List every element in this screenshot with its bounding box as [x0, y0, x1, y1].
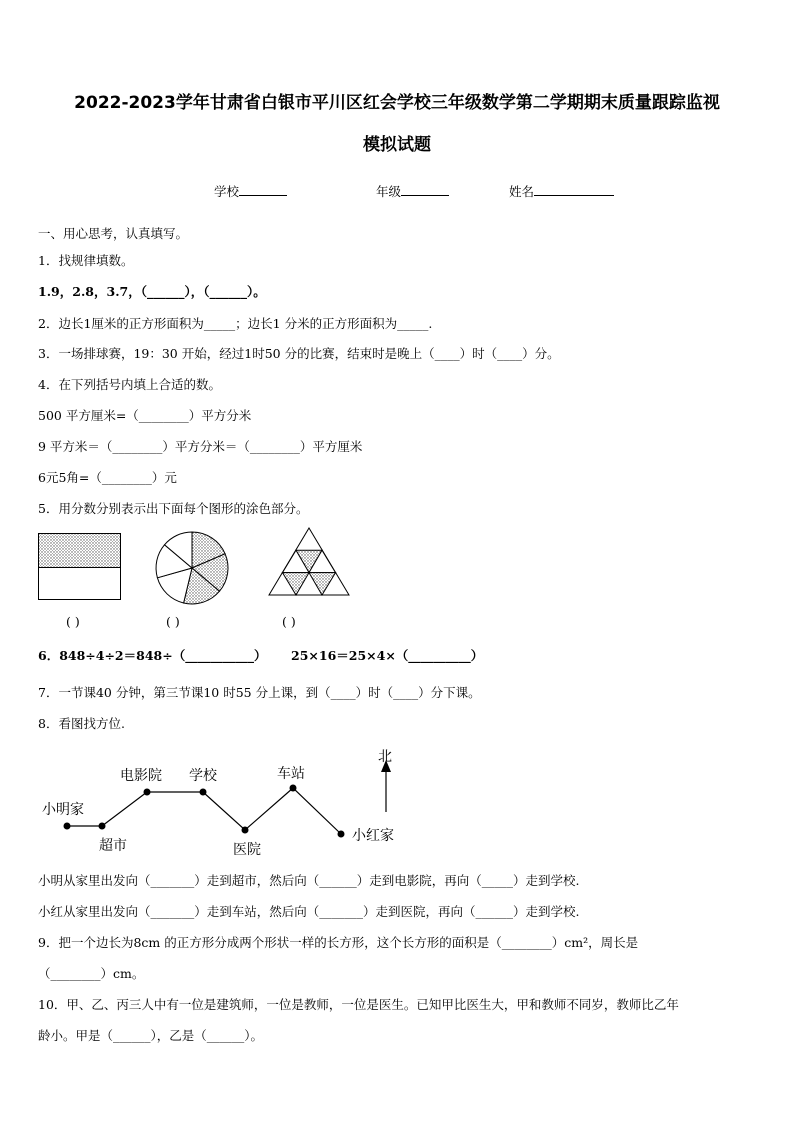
question-8-stem: 8．看图找方位.	[38, 716, 125, 731]
answer-blank-2[interactable]: ( )	[166, 614, 180, 629]
question-5-stem: 5．用分数分别表示出下面每个图形的涂色部分。	[38, 501, 309, 516]
question-3: 3．一场排球赛，19：30 开始，经过1时50 分的比赛，结束时是晚上（____）时（____）分。	[38, 346, 560, 361]
label-north: 北	[378, 749, 392, 765]
label-yiyuan: 医院	[233, 842, 261, 858]
question-6-b: 25×16＝25×4×（__________）	[291, 648, 484, 663]
question-4-b: 9 平方米＝（________）平方分米＝（________）平方厘米	[38, 439, 363, 454]
figure-circle	[154, 530, 230, 606]
question-9-a: 9．把一个边长为8cm 的正方形分成两个形状一样的长方形，这个长方形的面积是（________）cm²，周长是	[38, 935, 639, 950]
name-field[interactable]: 姓名	[509, 182, 614, 200]
answer-blank-3[interactable]: ( )	[282, 614, 296, 629]
map-point-xuexiao	[200, 789, 207, 796]
answer-blank-1[interactable]: ( )	[66, 614, 80, 629]
map-point-xiaoming	[64, 823, 71, 830]
question-4-stem: 4．在下列括号内填上合适的数。	[38, 377, 221, 392]
question-2: 2．边长1厘米的正方形面积为_____；边长1 分米的正方形面积为_____.	[38, 316, 433, 331]
direction-map	[0, 740, 794, 860]
section-heading: 一、用心思考，认真填写。	[38, 226, 189, 241]
label-xiaohong: 小红家	[352, 828, 394, 844]
grade-field[interactable]: 年级	[376, 182, 449, 200]
question-4-a: 500 平方厘米=（________）平方分米	[38, 408, 252, 423]
map-point-dianying	[144, 789, 151, 796]
label-chaoshi: 超市	[99, 838, 127, 854]
label-xuexiao: 学校	[189, 768, 217, 784]
map-point-xiaohong	[338, 831, 345, 838]
map-point-yiyuan	[242, 827, 249, 834]
page-title: 2022-2023学年甘肃省白银市平川区红会学校三年级数学第二学期期末质量跟踪监视	[74, 93, 720, 113]
figure-triangle	[268, 527, 350, 597]
map-point-chezhan	[290, 785, 297, 792]
question-8-a: 小明从家里出发向（_______）走到超市，然后向（______）走到电影院，再向（_____）走到学校.	[38, 873, 580, 888]
label-xiaoming: 小明家	[42, 802, 84, 818]
question-9-b: （________）cm。	[38, 966, 145, 981]
question-1-body: 1.9，2.8，3.7，（______），（______）。	[38, 284, 266, 299]
question-8-b: 小红从家里出发向（_______）走到车站，然后向（_______）走到医院，再向（______）走到学校.	[38, 904, 580, 919]
question-7: 7．一节课40 分钟，第三节课10 时55 分上课，到（____）时（____）分下课。	[38, 685, 481, 700]
question-6-a: 6．848÷4÷2＝848÷（___________）	[38, 648, 267, 663]
question-10-b: 龄小。甲是（______），乙是（______）。	[38, 1028, 264, 1043]
question-1-stem: 1．找规律填数。	[38, 253, 134, 268]
school-field[interactable]: 学校	[214, 182, 287, 200]
map-point-chaoshi	[99, 823, 106, 830]
question-4-c: 6元5角=（________）元	[38, 470, 177, 485]
label-chezhan: 车站	[277, 766, 305, 782]
label-dianying: 电影院	[120, 768, 162, 784]
page-title-line2: 模拟试题	[363, 135, 431, 155]
question-10-a: 10．甲、乙、丙三人中有一位是建筑师，一位是教师，一位是医生。已知甲比医生大，甲和教师不同岁，教师比乙年	[38, 997, 679, 1012]
figure-rectangle	[38, 533, 122, 601]
